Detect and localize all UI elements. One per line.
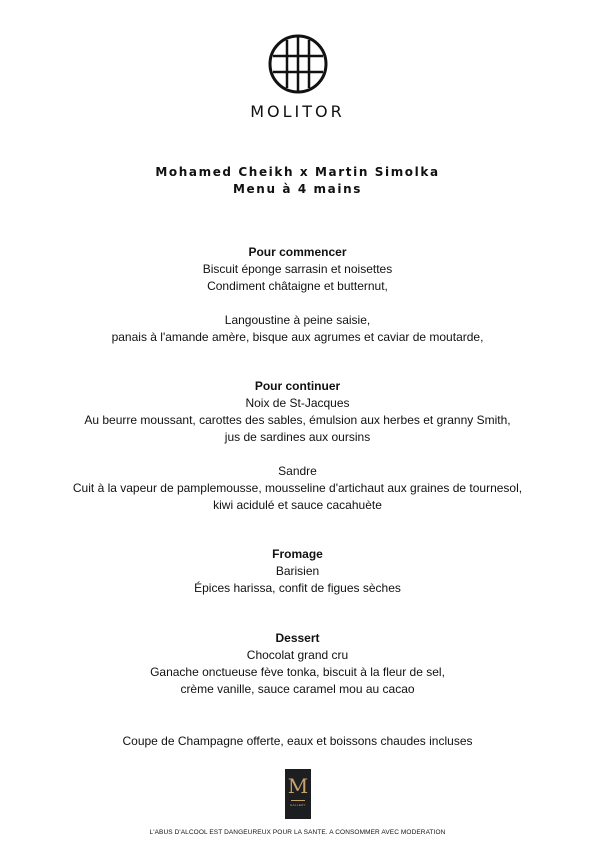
- dish-line: Noix de St-Jacques: [245, 396, 350, 410]
- badge-divider: [291, 800, 305, 801]
- badge-letter: M: [287, 774, 309, 798]
- dish-line: Sandre: [278, 464, 317, 478]
- dish-line: Ganache onctueuse fève tonka, biscuit à la fleur de sel,: [150, 665, 445, 679]
- section-title: Dessert: [275, 631, 320, 645]
- dish-line: crème vanille, sauce caramel mou au cacao: [180, 682, 415, 696]
- badge-text: GALLERY: [290, 803, 306, 807]
- dish-line: Langoustine à peine saisie,: [224, 313, 371, 327]
- dish-line: panais à l'amande amère, bisque aux agrumes et caviar de moutarde,: [111, 330, 484, 344]
- logo: [0, 34, 595, 121]
- alcohol-warning: L'ABUS D'ALCOOL EST DANGEUREUX POUR LA SANTE. A CONSOMMER AVEC MODERATION: [149, 829, 446, 836]
- dish-line: kiwi acidulé et sauce cacahuète: [213, 498, 382, 512]
- footer-note: Coupe de Champagne offerte, eaux et boissons chaudes incluses: [122, 734, 473, 748]
- dish-line: Biscuit éponge sarrasin et noisettes: [202, 262, 393, 276]
- brand-name: MOLITOR: [250, 102, 345, 121]
- dish-line: Chocolat grand cru: [246, 648, 349, 662]
- menu-subtitle: Menu à 4 mains: [233, 182, 362, 196]
- m-gallery-badge: [285, 769, 311, 819]
- section-dessert: [0, 630, 595, 698]
- section-pour-commencer: [0, 244, 595, 346]
- dish-line: jus de sardines aux oursins: [224, 430, 371, 444]
- menu-header: [0, 164, 595, 198]
- dish-line: Épices harissa, confit de figues sèches: [194, 581, 401, 595]
- dish-line: Condiment châtaigne et butternut,: [207, 279, 388, 293]
- menu-chefs: Mohamed Cheikh x Martin Simolka: [155, 165, 440, 179]
- molitor-logo-icon: [268, 34, 328, 94]
- section-fromage: [0, 546, 595, 597]
- dish-line: Cuit à la vapeur de pamplemousse, mousseline d'artichaut aux graines de tournesol,: [72, 481, 523, 495]
- section-title: Fromage: [272, 547, 323, 561]
- dish-line: Au beurre moussant, carottes des sables, émulsion aux herbes et granny Smith,: [84, 413, 511, 427]
- section-pour-continuer: [0, 378, 595, 514]
- dish-line: Barisien: [275, 564, 320, 578]
- section-title: Pour continuer: [254, 379, 341, 393]
- section-title: Pour commencer: [248, 245, 347, 259]
